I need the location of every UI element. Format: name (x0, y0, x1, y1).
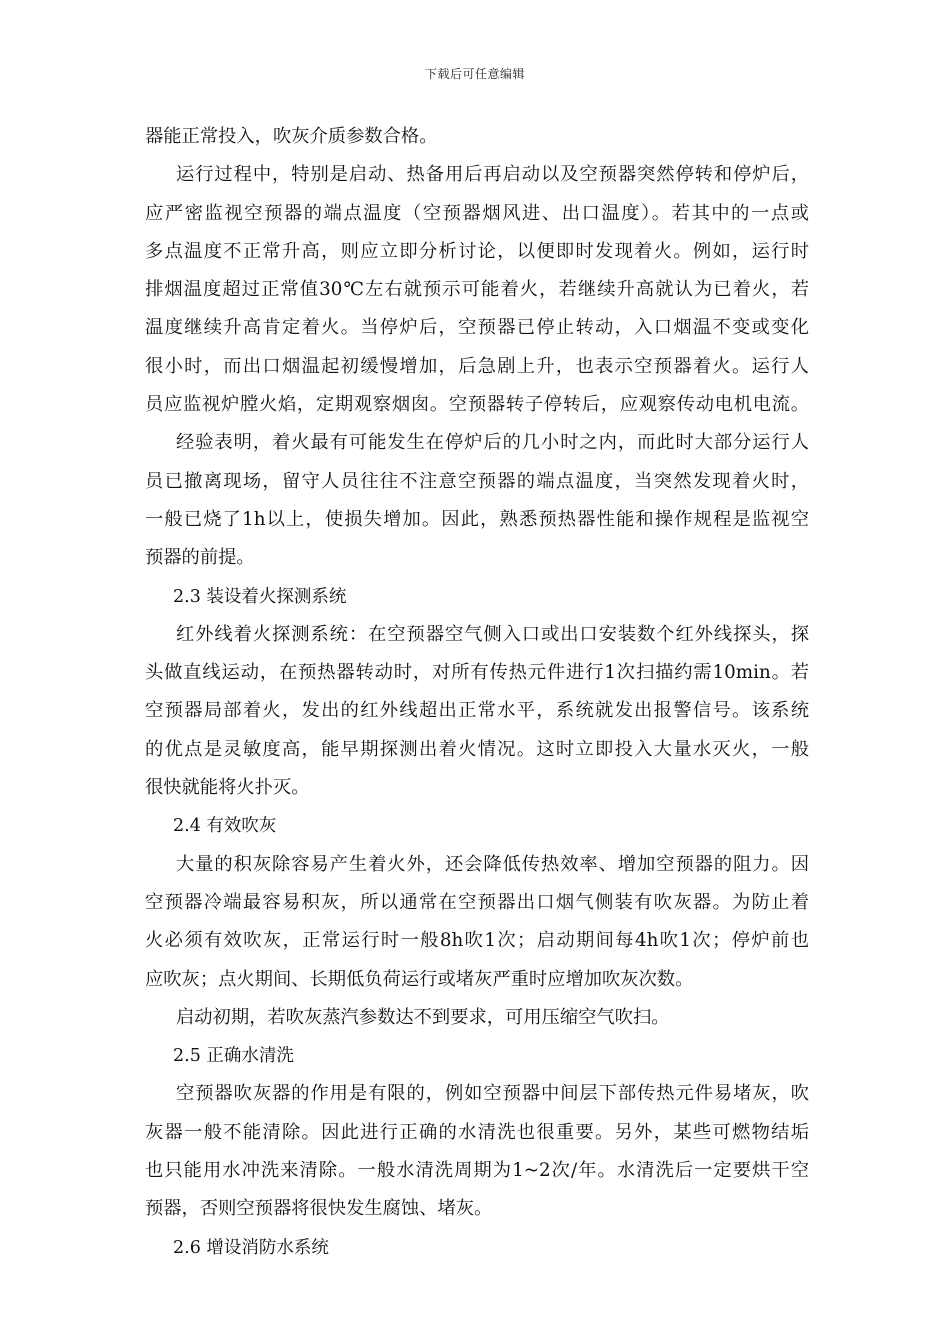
paragraph-line: 很快就能将火扑灭。 (145, 777, 310, 799)
paragraph-line: 一般已烧了1h以上，使损失增加。因此，熟悉预热器性能和操作规程是监视空 (145, 508, 809, 530)
paragraph-line: 灰器一般不能清除。因此进行正确的水清洗也很重要。另外，某些可燃物结垢 (145, 1121, 809, 1143)
paragraph-line: 应吹灰；点火期间、长期低负荷运行或堵灰严重时应增加吹灰次数。 (145, 968, 694, 990)
paragraph-line: 预器的前提。 (145, 547, 255, 569)
paragraph-line: 启动初期，若吹灰蒸汽参数达不到要求，可用压缩空气吹扫。 (176, 1006, 670, 1028)
paragraph-line: 排烟温度超过正常值30℃左右就预示可能着火，若继续升高就认为已着火，若 (145, 279, 809, 301)
paragraph-line: 多点温度不正常升高，则应立即分析讨论，以便即时发现着火。例如，运行时 (145, 240, 809, 262)
paragraph-line: 红外线着火探测系统：在空预器空气侧入口或出口安装数个红外线探头，探 (176, 623, 809, 645)
document-body (145, 118, 809, 1267)
paragraph-line: 温度继续升高肯定着火。当停炉后，空预器已停止转动，入口烟温不变或变化 (145, 317, 809, 339)
paragraph-line: 空预器冷端最容易积灰，所以通常在空预器出口烟气侧装有吹灰器。为防止着 (145, 891, 809, 913)
section-heading: 2.6 增设消防水系统 (173, 1237, 329, 1258)
paragraph-line: 很小时，而出口烟温起初缓慢增加，后急剧上升，也表示空预器着火。运行人 (145, 355, 809, 377)
paragraph-line: 运行过程中，特别是启动、热备用后再启动以及空预器突然停转和停炉后， (176, 164, 809, 186)
section-heading: 2.5 正确水清洗 (173, 1046, 294, 1067)
paragraph-line: 也只能用水冲洗来清除。一般水清洗周期为1~2次/年。水清洗后一定要烘干空 (145, 1160, 809, 1182)
paragraph-line: 头做直线运动，在预热器转动时，对所有传热元件进行1次扫描约需10min。若 (145, 662, 809, 684)
paragraph-line: 器能正常投入，吹灰介质参数合格。 (145, 126, 438, 147)
section-heading: 2.3 装设着火探测系统 (173, 586, 347, 607)
paragraph-line: 空预器吹灰器的作用是有限的，例如空预器中间层下部传热元件易堵灰，吹 (176, 1083, 809, 1105)
paragraph-line: 预器，否则空预器将很快发生腐蚀、堵灰。 (145, 1198, 493, 1220)
paragraph-line: 经验表明，着火最有可能发生在停炉后的几小时之内，而此时大部分运行人 (176, 432, 809, 454)
paragraph-line: 员已撤离现场，留守人员往往不注意空预器的端点温度，当突然发现着火时， (145, 470, 809, 492)
paragraph-line: 大量的积灰除容易产生着火外，还会降低传热效率、增加空预器的阻力。因 (176, 853, 809, 875)
paragraph-line: 的优点是灵敏度高，能早期探测出着火情况。这时立即投入大量水灭火，一般 (145, 738, 809, 760)
paragraph-line: 员应监视炉膛火焰，定期观察烟囱。空预器转子停转后，应观察传动电机电流。 (145, 394, 809, 416)
page-header: 下载后可任意编辑 (424, 67, 525, 81)
section-heading: 2.4 有效吹灰 (173, 816, 277, 837)
paragraph-line: 应严密监视空预器的端点温度（空预器烟风进、出口温度）。若其中的一点或 (145, 202, 809, 224)
paragraph-line: 火必须有效吹灰，正常运行时一般8h吹1次；启动期间每4h吹1次；停炉前也 (145, 930, 809, 952)
paragraph-line: 空预器局部着火，发出的红外线超出正常水平，系统就发出报警信号。该系统 (145, 700, 809, 722)
